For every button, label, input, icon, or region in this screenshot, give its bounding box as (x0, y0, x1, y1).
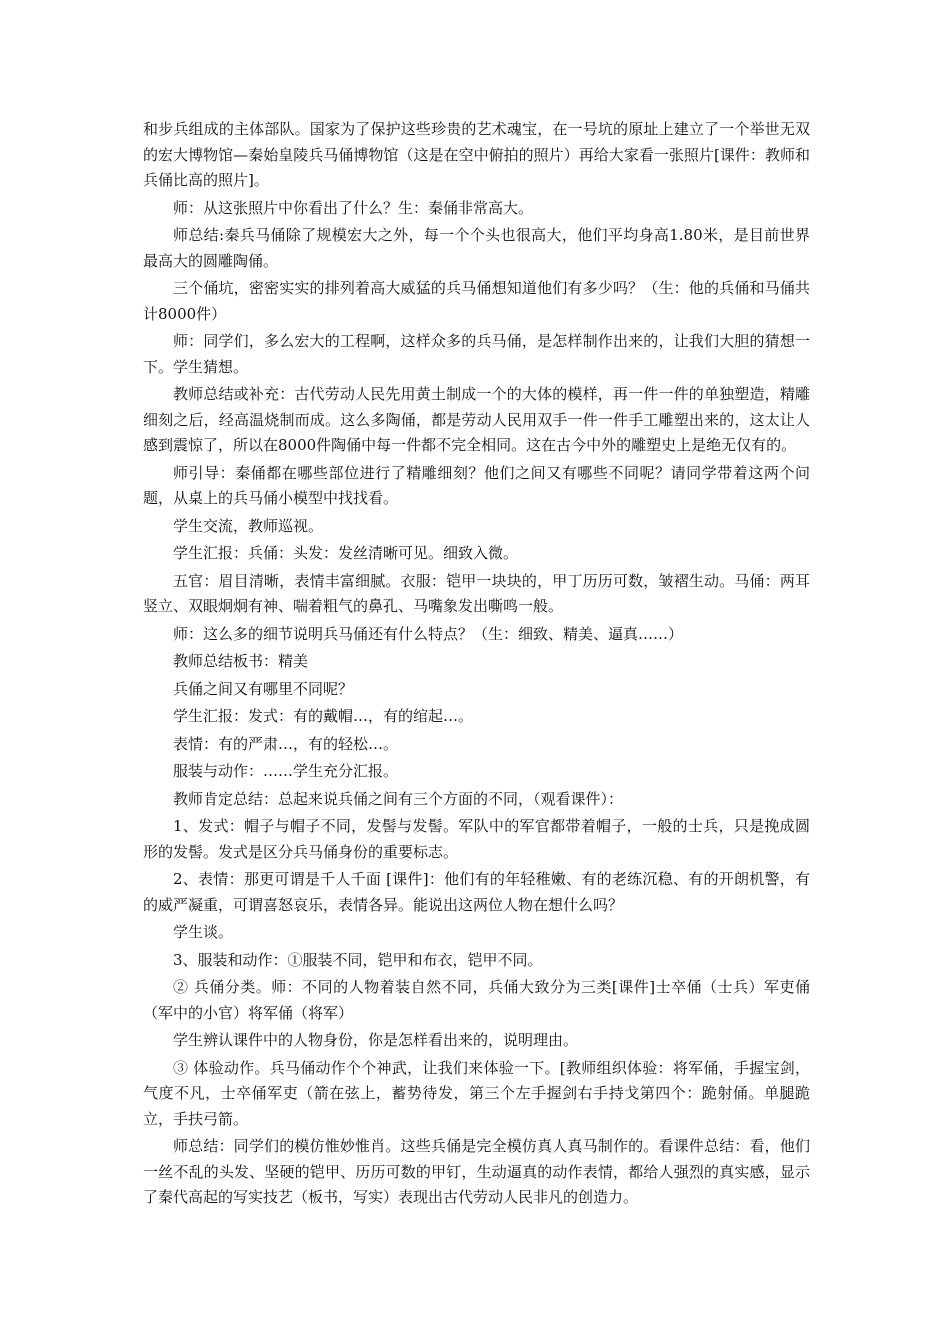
paragraph-photo-question: 师：从这张照片中你看出了什么？生：秦俑非常高大。 (173, 198, 534, 217)
paragraph-report-expression: 表情：有的严肃…，有的轻松…。 (173, 734, 399, 753)
paragraph-making-summary: 教师总结或补充：古代劳动人民先用黄土制成一个的大体的模样，再一件一件的单独塑造，精雕细刻之后，经高温烧制而成。这么多陶俑，都是劳动人民用双手一件一件手工雕塑出来的，这太让人感到震惊了，所以在8000件陶俑中每一件都不完全相同。这在古今中外的雕塑史上是绝无仅有的。 (143, 385, 810, 454)
document-body (143, 117, 810, 1213)
paragraph-point-expression: 2、表情：那更可谓是千人千面 [课件]：他们有的年轻稚嫩、有的老练沉稳、有的开朗机警，有的威严凝重，可谓喜怒哀乐，表情各异。能说出这两位人物在想什么吗？ (143, 870, 810, 914)
paragraph-board-fine: 教师总结板书：精美 (173, 652, 309, 670)
paragraph-report-clothing: 服装与动作：……学生充分汇报。 (173, 762, 399, 780)
paragraph-student-exchange: 学生交流，教师巡视。 (173, 516, 324, 535)
paragraph-making-guess: 师：同学们，多么宏大的工程啊，这样众多的兵马俑，是怎样制作出来的，让我们大胆的猜想一下。学生猜想。 (143, 332, 810, 376)
paragraph-final-summary: 师总结：同学们的模仿惟妙惟肖。这些兵俑是完全模仿真人真马制作的。看课件总结：看，他们一丝不乱的头发、坚硬的铠甲、历历可数的甲钉，生动逼真的动作表情，都给人强烈的真实感，显示了秦代高起的写实技艺（板书，写实）表现出古代劳动人民非凡的创造力。 (143, 1137, 810, 1206)
paragraph-report-face-horse: 五官：眉目清晰，表情丰富细腻。衣服：铠甲一块块的，甲丁历历可数，皱褶生动。马俑：两耳竖立、双眼炯炯有神、喘着粗气的鼻孔、马嘴象发出嘶鸣一般。 (143, 571, 810, 615)
paragraph-intro: 和步兵组成的主体部队。国家为了保护这些珍贵的艺术魂宝，在一号坑的原址上建立了一个举世无双的宏大博物馆—秦始皇陵兵马俑博物馆（这是在空中俯拍的照片）再给大家看一张照片[课件：教师和兵俑比高的照片]。 (143, 120, 810, 189)
paragraph-identify-figures: 学生辨认课件中的人物身份，你是怎样看出来的，说明理由。 (173, 1031, 579, 1049)
paragraph-height-summary: 师总结:秦兵马俑除了规模宏大之外，每一个个头也很高大，他们平均身高1.80米，是目前世界最高大的圆雕陶俑。 (143, 226, 810, 270)
paragraph-teacher-affirm: 教师肯定总结：总起来说兵俑之间有三个方面的不同，（观看课件）： (173, 789, 624, 808)
paragraph-point-hairstyle: 1、发式：帽子与帽子不同，发髻与发髻。军队中的军官都带着帽子，一般的士兵，只是挽成圆形的发髻。发式是区分兵马俑身份的重要标志。 (143, 817, 810, 861)
paragraph-figure-types: ② 兵俑分类。师：不同的人物着装自然不同，兵俑大致分为三类[课件]士卒俑（士兵）军吏俑（军中的小官）将军俑（将军） (143, 978, 810, 1022)
paragraph-detail-question: 师：这么多的细节说明兵马俑还有什么特点？（生：细致、精美、逼真……） (173, 624, 684, 643)
paragraph-report-hairstyle: 学生汇报：发式：有的戴帽…，有的绾起…。 (173, 707, 474, 725)
paragraph-teacher-guide: 师引导：秦俑都在哪些部位进行了精雕细刻？他们之间又有哪些不同呢？请同学带着这两个问题，从桌上的兵马俑小模型中找找看。 (143, 463, 810, 507)
paragraph-point-clothing: 3、服装和动作：①服装不同，铠甲和布衣，铠甲不同。 (173, 950, 543, 969)
paragraph-report-hair: 学生汇报：兵俑：头发：发丝清晰可见。细致入微。 (173, 544, 519, 562)
paragraph-student-talk: 学生谈。 (173, 923, 234, 941)
paragraph-difference-question: 兵俑之间又有哪里不同呢？ (173, 679, 354, 698)
paragraph-experience-actions: ③ 体验动作。兵马俑动作个个神武，让我们来体验一下。[教师组织体验：将军俑，手握宝剑，气度不凡，士卒俑军吏（箭在弦上，蓄势待发，第三个左手握剑右手持戈第四个：跪射俑。单腿跪立，手扶弓箭。 (143, 1058, 810, 1128)
paragraph-count-question: 三个俑坑，密密实实的排列着高大威猛的兵马俑想知道他们有多少吗？（生：他的兵俑和马俑共计8000件） (143, 279, 810, 323)
